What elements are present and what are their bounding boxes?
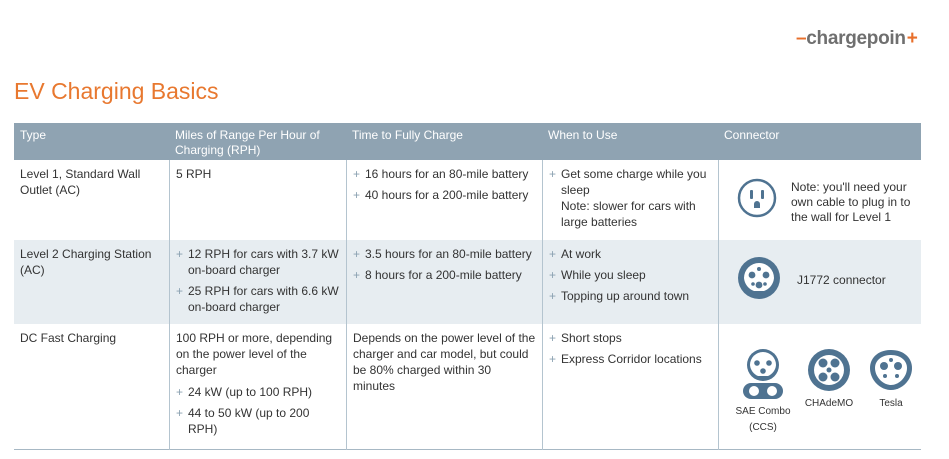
row1-connector (718, 160, 921, 240)
when-note: Note: slower for cars with large batteries (561, 199, 696, 229)
row1-type: Level 1, Standard Wall Outlet (AC) (20, 167, 141, 197)
list-item: + Short stops (549, 330, 712, 346)
row1-time (346, 160, 542, 240)
list-item: + Get some charge while you sleep (549, 166, 712, 198)
charging-table (14, 123, 921, 450)
row1-when (542, 160, 718, 240)
list-item: + 12 RPH for cars with 3.7 kW on-board charger (176, 246, 340, 278)
row3-connector (718, 324, 921, 450)
connector-tesla: Tesla (861, 348, 921, 436)
row2-rph (169, 240, 346, 324)
list-item: + Topping up around town (549, 288, 712, 304)
row3-when (542, 324, 718, 450)
connector-chademo: CHAdeMO (797, 348, 861, 436)
row3-type: DC Fast Charging (20, 331, 117, 345)
list-item: + 44 to 50 kW (up to 200 RPH) (176, 405, 340, 437)
chademo-icon (807, 348, 851, 392)
list-item: + 40 hours for a 200-mile battery (353, 187, 536, 203)
header-time: Time to Fully Charge (346, 123, 542, 160)
j1772-connector-icon (737, 256, 781, 304)
row2-time (346, 240, 542, 324)
row2-when (542, 240, 718, 324)
row3-time: Depends on the power level of the charger and car model, but could be 80% charged within 30 minutes (346, 324, 542, 450)
row2-type: Level 2 Charging Station (AC) (14, 240, 169, 324)
list-item: + At work (549, 246, 712, 262)
header-when: When to Use (542, 123, 718, 160)
row1-rph: 5 RPH (169, 160, 346, 240)
list-item: + 3.5 hours for an 80-mile battery (353, 246, 536, 262)
list-item: + 16 hours for an 80-mile battery (353, 166, 536, 182)
connector-note: Note: you'll need your own cable to plug in to the wall for Level 1 (791, 180, 911, 224)
list-item: + Express Corridor locations (549, 351, 712, 367)
header-connector: Connector (718, 123, 921, 160)
list-item: + 25 RPH for cars with 6.6 kW on-board charger (176, 283, 340, 315)
row2-connector (718, 240, 921, 324)
list-item: + 24 kW (up to 100 RPH) (176, 384, 340, 400)
sae-combo-icon (740, 348, 786, 400)
list-item: + While you sleep (549, 267, 712, 283)
row3-rph: 100 RPH or more, depending on the power level of the charger + 24 kW (up to 100 RPH) + 44 to 50 kW (up to 200 RPH) (169, 324, 346, 450)
wall-outlet-icon (737, 178, 777, 222)
list-item: + 8 hours for a 200-mile battery (353, 267, 536, 283)
connector-sae-combo: SAE Combo (CCS) (729, 348, 797, 436)
header-type: Type (14, 123, 169, 160)
page-title: EV Charging Basics (14, 78, 219, 104)
chargepoint-logo: –chargepoin+ (796, 28, 918, 49)
tesla-connector-icon (868, 348, 914, 392)
header-rph: Miles of Range Per Hour of Charging (RPH) (169, 123, 346, 160)
connector-label: J1772 connector (797, 273, 886, 287)
